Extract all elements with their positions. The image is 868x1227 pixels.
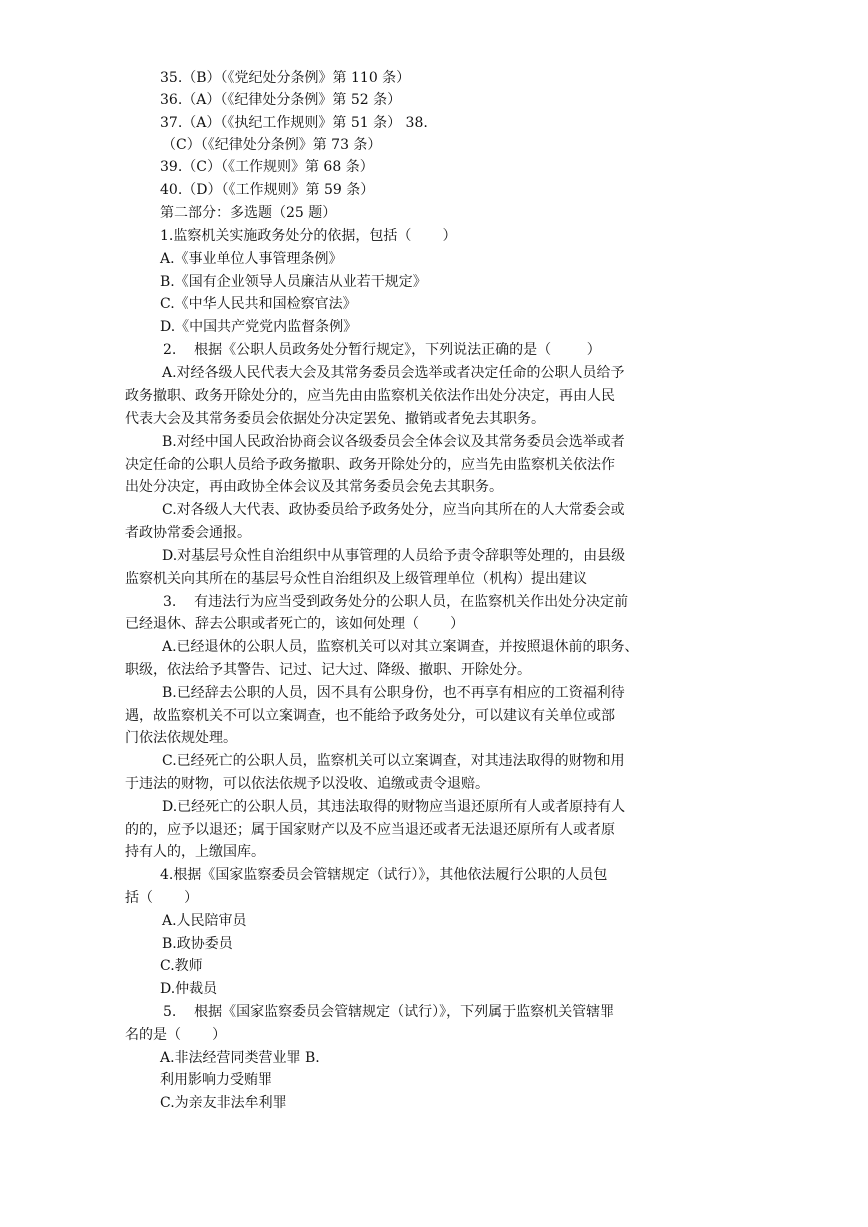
question-4-option-a: A.人民陪审员 xyxy=(162,913,247,929)
question-3-option-c-line-1: C.已经死亡的公职人员，监察机关可以立案调查，对其违法取得的财物和用 xyxy=(162,753,625,769)
question-1-option-d: D.《中国共产党党内监督条例》 xyxy=(160,319,358,335)
question-1-option-c: C.《中华人民共和国检察官法》 xyxy=(160,296,357,312)
question-4-line-1: 4.根据《国家监察委员会管辖规定（试行）》，其他依法履行公职的人员包 xyxy=(160,867,608,883)
question-4-option-b: B.政协委员 xyxy=(162,936,233,952)
question-1: 1.监察机关实施政务处分的依据，包括（ ） xyxy=(160,228,457,244)
question-4-line-2: 括（ ） xyxy=(125,890,199,906)
section-heading: 第二部分：多选题（25 题） xyxy=(160,205,337,221)
question-3-option-c-line-2: 于违法的财物，可以依法依规予以没收、追缴或责令退赔。 xyxy=(125,776,489,792)
question-2-option-a-line-2: 政务撤职、政务开除处分的，应当先由由监察机关依法作出处分决定，再由人民 xyxy=(125,388,615,404)
question-3-line-1: 3. 有违法行为应当受到政务处分的公职人员，在监察机关作出处分决定前 xyxy=(163,594,629,610)
question-2-option-d-line-1: D.对基层号众性自治组织中从事管理的人员给予责令辞职等处理的，由县级 xyxy=(162,548,626,564)
question-1-option-b: B.《国有企业领导人员廉洁从业若干规定》 xyxy=(160,274,427,290)
question-2-option-b-line-3: 出处分决定，再由政协全体会议及其常务委员会免去其职务。 xyxy=(125,479,503,495)
question-2-option-a-line-3: 代表大会及其常务委员会依据处分决定罢免、撤销或者免去其职务。 xyxy=(125,411,545,427)
question-2-option-b-line-1: B.对经中国人民政治协商会议各级委员会全体会议及其常务委员会选举或者 xyxy=(162,434,625,450)
question-3-option-b-line-2: 遇，故监察机关不可以立案调查，也不能给予政务处分，可以建议有关单位或部 xyxy=(125,708,615,724)
answer-line-36: 36.（A）（《纪律处分条例》第 52 条） xyxy=(160,92,402,108)
question-3-option-a-line-1: A.已经退休的公职人员，监察机关可以对其立案调查，并按照退休前的职务、 xyxy=(162,639,639,655)
question-3-option-b-line-1: B.已经辞去公职的人员，因不具有公职身份，也不再享有相应的工资福利待 xyxy=(162,685,625,701)
question-2-option-c-line-2: 者政协常委会通报。 xyxy=(125,525,251,541)
question-5-option-a: A.非法经营同类营业罪 B. xyxy=(160,1050,320,1066)
answer-line-35: 35.（B）（《党纪处分条例》第 110 条） xyxy=(160,70,411,86)
question-4-option-d: D.仲裁员 xyxy=(160,981,218,997)
question-2: 2. 根据《公职人员政务处分暂行规定》，下列说法正确的是（ ） xyxy=(163,342,601,358)
answer-line-40: 40.（D）（《工作规则》第 59 条） xyxy=(160,182,375,198)
answer-line-39: 39.（C）（《工作规则》第 68 条） xyxy=(160,159,374,175)
question-5-option-c: C.为亲友非法牟利罪 xyxy=(160,1095,287,1111)
question-5-line-1: 5. 根据《国家监察委员会管辖规定（试行）》，下列属于监察机关管辖罪 xyxy=(163,1004,615,1020)
question-3-option-d-line-2: 的的，应予以退还；属于国家财产以及不应当退还或者无法退还原所有人或者原 xyxy=(125,822,615,838)
question-5-line-2: 名的是（ ） xyxy=(125,1027,227,1043)
question-4-option-c: C.教师 xyxy=(160,958,203,974)
question-2-option-a-line-1: A.对经各级人民代表大会及其常务委员会选举或者决定任命的公职人员给予 xyxy=(162,365,625,381)
question-2-option-c-line-1: C.对各级人大代表、政协委员给予政务处分，应当向其所在的人大常委会或 xyxy=(162,502,625,518)
question-2-option-d-line-2: 监察机关向其所在的基层号众性自治组织及上级管理单位（机构）提出建议 xyxy=(125,571,587,587)
question-1-option-a: A.《事业单位人事管理条例》 xyxy=(160,251,343,267)
question-3-option-d-line-3: 持有人的，上缴国库。 xyxy=(125,844,265,860)
answer-line-38: （C）（《纪律处分条例》第 73 条） xyxy=(162,137,382,153)
question-2-option-b-line-2: 决定任命的公职人员给予政务撤职、政务开除处分的，应当先由监察机关依法作 xyxy=(125,457,615,473)
question-3-line-2: 已经退休、辞去公职或者死亡的，该如何处理（ ） xyxy=(125,616,465,632)
question-3-option-d-line-1: D.已经死亡的公职人员，其违法取得的财物应当退还原所有人或者原持有人 xyxy=(162,799,626,815)
question-5-option-b: 利用影响力受贿罪 xyxy=(160,1072,272,1088)
question-3-option-b-line-3: 门依法依规处理。 xyxy=(125,730,237,746)
answer-line-37: 37.（A）（《执纪工作规则》第 51 条） 38. xyxy=(160,115,428,131)
question-3-option-a-line-2: 职级，依法给予其警告、记过、记大过、降级、撤职、开除处分。 xyxy=(125,662,531,678)
